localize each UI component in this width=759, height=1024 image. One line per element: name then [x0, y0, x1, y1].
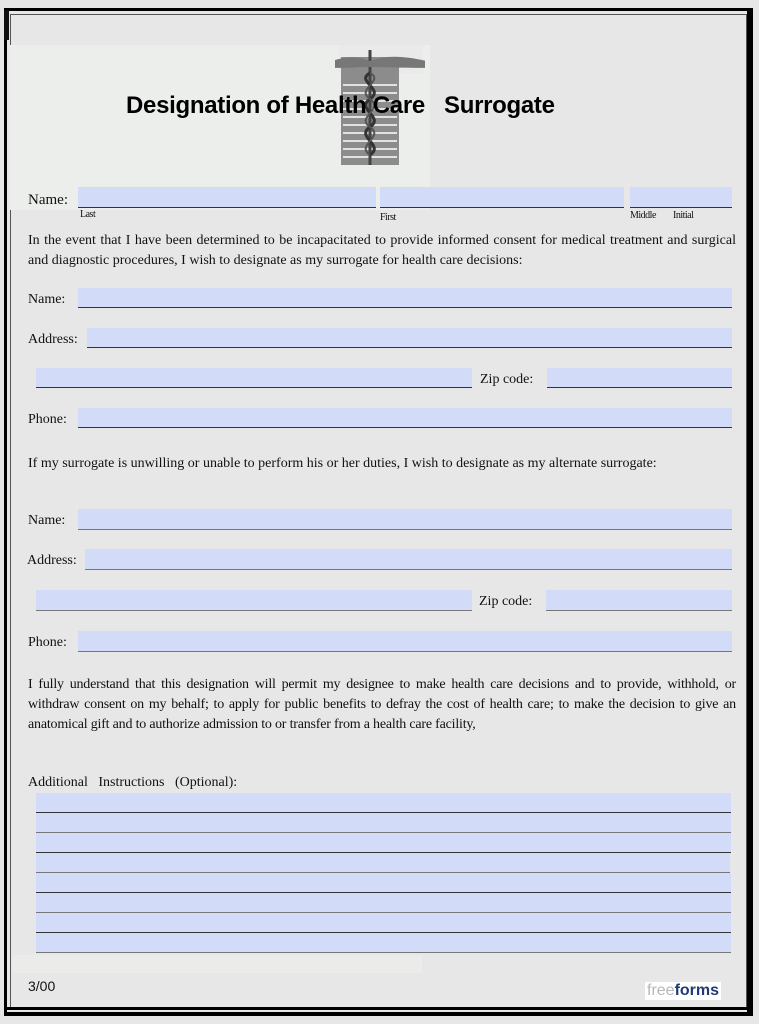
alternate-phone-input[interactable]	[78, 631, 732, 652]
surrogate-address-label: Address:	[28, 332, 78, 347]
additional-instructions-line-2[interactable]	[36, 813, 731, 833]
alternate-address-input[interactable]	[85, 549, 732, 570]
additional-instructions-label: Additional Instructions (Optional):	[28, 775, 238, 790]
additional-instructions-line-8[interactable]	[36, 933, 731, 953]
surrogate-name-input[interactable]	[78, 288, 732, 308]
surrogate-phone-input[interactable]	[78, 408, 732, 428]
form-revision-date: 3/00	[28, 978, 56, 994]
scan-artifact	[12, 955, 422, 973]
additional-instructions-line-6[interactable]	[36, 893, 731, 913]
page-border-bottom-thin	[6, 1012, 752, 1013]
additional-instructions-line-3[interactable]	[36, 833, 731, 853]
alternate-paragraph: If my surrogate is unwilling or unable to perform his or her duties, I wish to designate as my alternate surrogate:	[28, 456, 657, 471]
patient-last-name-input[interactable]	[78, 187, 376, 208]
additional-instructions-line-4[interactable]	[36, 853, 730, 873]
surrogate-zip-input[interactable]	[547, 368, 732, 388]
brand-free: free	[647, 982, 675, 999]
last-sublabel: Last	[80, 209, 96, 220]
middle-sublabel: Middle	[630, 210, 656, 221]
alternate-zip-label: Zip code:	[479, 594, 533, 609]
surrogate-address2-input[interactable]	[36, 368, 472, 388]
page-border-bottom	[6, 1007, 752, 1010]
first-sublabel: First	[380, 212, 396, 223]
additional-instructions-line-1[interactable]	[36, 793, 731, 813]
additional-instructions-line-7[interactable]	[36, 913, 731, 933]
alternate-address2-input[interactable]	[36, 590, 472, 611]
alternate-address-label: Address:	[27, 553, 77, 568]
surrogate-zip-label: Zip code:	[480, 372, 534, 387]
page-border-corner	[4, 10, 9, 40]
brand-forms: forms	[674, 982, 720, 999]
initial-sublabel: Initial	[673, 210, 694, 221]
alternate-name-input[interactable]	[78, 509, 732, 530]
patient-middle-initial-input[interactable]	[630, 187, 732, 208]
patient-first-name-input[interactable]	[380, 187, 624, 208]
surrogate-address-input[interactable]	[87, 328, 732, 348]
alternate-zip-input[interactable]	[546, 590, 732, 611]
freeforms-logo	[645, 982, 721, 1000]
understanding-paragraph: I fully understand that this designation will permit my designee to make health care decisions and to provide, withhold, or withdraw consent on my behalf; to apply for public benefits to defray the cost of health care; to make the decision to give an anatomical gift and to authorize admission to or transfer from a health care facility,	[28, 677, 736, 732]
page-border-right	[747, 10, 750, 1016]
page-title: Designation of Health Care Surrogate	[126, 92, 555, 119]
alternate-phone-label: Phone:	[28, 635, 67, 650]
intro-paragraph: In the event that I have been determined to be incapacitated to provide informed consent for medical treatment and surgical and diagnostic procedures, I wish to designate as my surrogate for health care decisions:	[28, 233, 736, 268]
alternate-name-label: Name:	[28, 513, 66, 528]
additional-instructions-line-5[interactable]	[36, 873, 731, 893]
surrogate-name-label: Name:	[28, 292, 66, 307]
patient-name-label: Name:	[28, 192, 68, 208]
surrogate-phone-label: Phone:	[28, 412, 67, 427]
